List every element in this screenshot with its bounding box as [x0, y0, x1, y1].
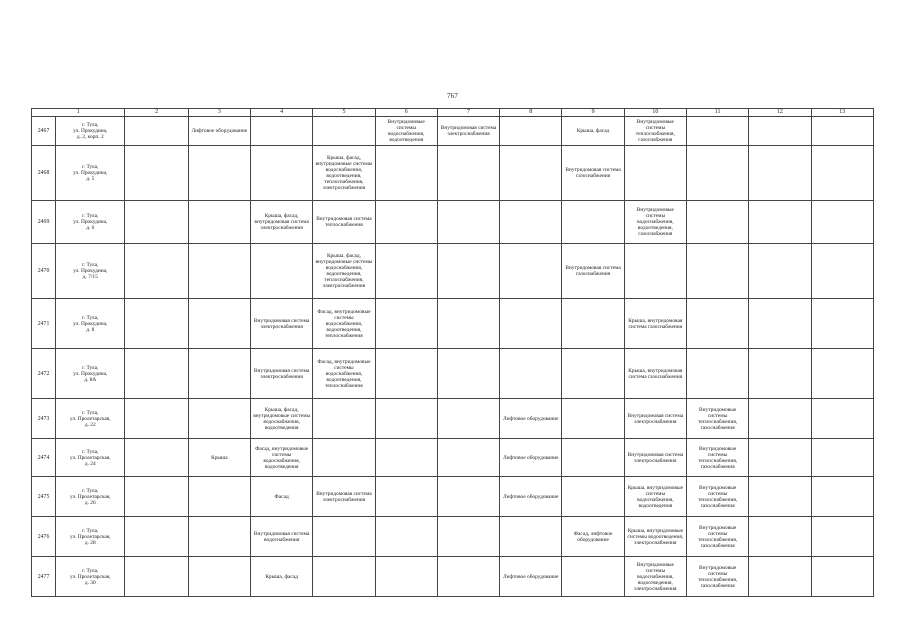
work-cell	[375, 244, 437, 299]
work-cell	[188, 399, 250, 439]
column-number: 12	[749, 109, 811, 117]
work-cell: Лифтовое оборудование	[500, 557, 562, 597]
row-number-cell: 2471	[32, 299, 56, 349]
work-cell: Крыша, внутридомовые системы водоснабжения, водоотведения	[624, 477, 686, 517]
row-number-cell: 2473	[32, 399, 56, 439]
work-cell	[749, 146, 811, 201]
column-number: 10	[624, 109, 686, 117]
work-cell: Лифтовое оборудование	[500, 399, 562, 439]
work-cell	[437, 517, 499, 557]
work-cell: Внутридомовые системы теплоснабжения, газоснабжения	[624, 117, 686, 146]
work-cell	[749, 557, 811, 597]
work-cell	[437, 299, 499, 349]
address-cell: г. Тула, ул. Пролетарская, д. 24	[56, 439, 125, 477]
row-number-cell: 2469	[32, 201, 56, 244]
work-cell: Внутридомовая система электроснабжения	[624, 399, 686, 439]
work-cell: Лифтовое оборудование	[500, 439, 562, 477]
work-cell	[437, 557, 499, 597]
work-cell: Внутридомовые системы теплоснабжения, газоснабжения	[686, 477, 748, 517]
work-cell	[125, 146, 188, 201]
row-number-cell: 2467	[32, 117, 56, 146]
work-cell	[437, 146, 499, 201]
address-cell: г. Тула, ул. Прокудина, д. 6	[56, 201, 125, 244]
work-cell	[500, 117, 562, 146]
work-cell	[313, 439, 375, 477]
work-cell	[188, 244, 250, 299]
work-cell: Внутридомовые системы водоснабжения, водоотведения, электроснабжения	[624, 557, 686, 597]
work-cell	[125, 201, 188, 244]
page-number: 767	[446, 92, 459, 100]
column-number: 13	[811, 109, 873, 117]
work-cell: Внутридомовые системы теплоснабжения, газоснабжения	[686, 557, 748, 597]
work-cell: Лифтовое оборудование	[188, 117, 250, 146]
work-cell	[313, 517, 375, 557]
row-number-cell: 2470	[32, 244, 56, 299]
work-cell: Внутридомовая система теплоснабжения	[313, 201, 375, 244]
column-number: 8	[500, 109, 562, 117]
work-cell	[500, 517, 562, 557]
column-number: 5	[313, 109, 375, 117]
work-cell	[375, 201, 437, 244]
table-row	[32, 349, 874, 399]
column-number: 1	[32, 109, 125, 117]
work-cell	[686, 244, 748, 299]
table-row	[32, 244, 874, 299]
work-cell	[125, 399, 188, 439]
work-cell	[749, 299, 811, 349]
work-cell: Крыша, фасад, внутридомовая система электроснабжения	[251, 201, 313, 244]
work-cell	[375, 299, 437, 349]
work-cell	[624, 146, 686, 201]
work-cell	[188, 146, 250, 201]
work-cell: Крыша, фасад, внутридомовые системы водоснабжения, водоотведения	[251, 399, 313, 439]
work-cell	[251, 146, 313, 201]
work-cell	[188, 557, 250, 597]
address-cell: г. Тула, ул. Пролетарская, д. 30	[56, 557, 125, 597]
work-cell	[562, 557, 624, 597]
work-cell: Крыша	[188, 439, 250, 477]
row-number-cell: 2474	[32, 439, 56, 477]
table-row	[32, 477, 874, 517]
work-cell	[749, 517, 811, 557]
work-cell: Внутридомовая система газоснабжения	[562, 146, 624, 201]
address-cell: г. Тула, ул. Прокудина, д. 7/15	[56, 244, 125, 299]
work-cell	[500, 146, 562, 201]
work-cell	[686, 299, 748, 349]
work-cell	[811, 439, 873, 477]
work-cell: Внутридомовая система электроснабжения	[437, 117, 499, 146]
work-cell	[313, 117, 375, 146]
work-cell	[188, 201, 250, 244]
work-cell	[125, 477, 188, 517]
work-cell: Внутридомовая система электроснабжения	[313, 477, 375, 517]
work-cell	[125, 117, 188, 146]
column-number: 4	[251, 109, 313, 117]
work-cell	[437, 477, 499, 517]
work-cell: Крыша, фасад, внутридомовые системы водоснабжения, водоотведения, теплоснабжения, электроснабжения	[313, 244, 375, 299]
work-cell: Внутридомовые системы теплоснабжения, газоснабжения	[686, 399, 748, 439]
work-cell	[251, 117, 313, 146]
work-cell: Крыша, внутридомовая система газоснабжения	[624, 349, 686, 399]
work-cell	[562, 201, 624, 244]
work-cell	[251, 244, 313, 299]
work-cell	[811, 244, 873, 299]
work-cell	[686, 117, 748, 146]
work-cell: Фасад, внутридомовые системы водоснабжения, водоотведения, теплоснабжения	[313, 349, 375, 399]
work-cell	[375, 439, 437, 477]
work-cell	[375, 349, 437, 399]
work-cell: Фасад, внутридомовые системы водоснабжения, водоотведения	[251, 439, 313, 477]
work-cell	[562, 399, 624, 439]
work-cell	[313, 557, 375, 597]
work-cell	[811, 201, 873, 244]
work-cell	[375, 146, 437, 201]
work-cell	[562, 299, 624, 349]
table-row	[32, 557, 874, 597]
row-number-cell: 2476	[32, 517, 56, 557]
work-cell: Крыша, фасад	[251, 557, 313, 597]
work-cell: Крыша, внутридомовая система газоснабжения	[624, 299, 686, 349]
work-cell: Внутридомовая система электроснабжения	[624, 439, 686, 477]
work-cell	[375, 399, 437, 439]
column-number: 9	[562, 109, 624, 117]
work-cell	[437, 201, 499, 244]
work-cell	[749, 117, 811, 146]
address-cell: г. Тула, ул. Пролетарская, д. 22	[56, 399, 125, 439]
address-cell: г. Тула, ул. Пролетарская, д. 26	[56, 477, 125, 517]
work-cell	[437, 439, 499, 477]
table-row	[32, 201, 874, 244]
work-cell: Внутридомовые системы теплоснабжения, газоснабжения	[686, 439, 748, 477]
work-cell	[375, 477, 437, 517]
work-cell	[188, 349, 250, 399]
table-row	[32, 146, 874, 201]
work-cell	[811, 517, 873, 557]
work-cell	[125, 557, 188, 597]
work-cell	[500, 299, 562, 349]
column-number-row	[32, 109, 874, 117]
address-cell: г. Тула, ул. Пролетарская, д. 28	[56, 517, 125, 557]
table-row	[32, 439, 874, 477]
work-cell	[500, 349, 562, 399]
work-cell	[562, 439, 624, 477]
row-number-cell: 2477	[32, 557, 56, 597]
work-cell	[500, 201, 562, 244]
work-cell	[562, 349, 624, 399]
work-cell	[749, 439, 811, 477]
work-cell	[749, 244, 811, 299]
work-cell: Крыша, внутридомовые системы водоотведения, электроснабжения	[624, 517, 686, 557]
work-cell	[811, 146, 873, 201]
row-number-cell: 2475	[32, 477, 56, 517]
work-cell: Внутридомовая система электроснабжения	[251, 349, 313, 399]
work-cell: Фасад	[251, 477, 313, 517]
work-cell	[811, 557, 873, 597]
work-cell	[811, 349, 873, 399]
work-cell	[125, 244, 188, 299]
row-number-cell: 2472	[32, 349, 56, 399]
work-cell: Лифтовое оборудование	[500, 477, 562, 517]
work-cell: Внутридомовая система электроснабжения	[251, 299, 313, 349]
work-cell	[562, 477, 624, 517]
column-number: 3	[188, 109, 250, 117]
work-cell	[125, 517, 188, 557]
work-cell	[375, 557, 437, 597]
work-cell: Внутридомовые системы водоснабжения, водоотведения, газоснабжения	[624, 201, 686, 244]
work-cell: Крыша, фасад, внутридомовые системы водоснабжения, водоотведения, теплоснабжения, электроснабжения	[313, 146, 375, 201]
work-cell: Фасад, внутридомовые системы водоснабжения, водоотведения, теплоснабжения	[313, 299, 375, 349]
work-cell	[749, 201, 811, 244]
work-cell: Внутридомовая система водоснабжения	[251, 517, 313, 557]
table-body	[32, 117, 874, 597]
work-cell	[624, 244, 686, 299]
address-cell: г. Тула, ул. Прокудина, д. 8А	[56, 349, 125, 399]
work-cell	[500, 244, 562, 299]
work-cell	[125, 349, 188, 399]
address-cell: г. Тула, ул. Прокудина, д. 5	[56, 146, 125, 201]
table-row	[32, 299, 874, 349]
work-cell	[811, 117, 873, 146]
work-cell	[686, 146, 748, 201]
address-cell: г. Тула, ул. Прокудина, д. 8	[56, 299, 125, 349]
work-cell	[188, 517, 250, 557]
table-row	[32, 399, 874, 439]
work-cell	[188, 477, 250, 517]
address-cell: г. Тула, ул. Прокудина, д. 2, корп. 2	[56, 117, 125, 146]
work-cell	[188, 299, 250, 349]
work-cell: Внутридомовые системы водоснабжения, водоотведения	[375, 117, 437, 146]
table-row	[32, 517, 874, 557]
table-row	[32, 117, 874, 146]
column-number: 7	[437, 109, 499, 117]
column-number: 11	[686, 109, 748, 117]
work-cell	[749, 477, 811, 517]
work-cell	[686, 201, 748, 244]
capital-repair-table	[31, 108, 874, 597]
work-cell	[375, 517, 437, 557]
work-cell	[811, 299, 873, 349]
work-cell	[811, 399, 873, 439]
work-cell	[437, 349, 499, 399]
work-cell	[313, 399, 375, 439]
column-number: 2	[125, 109, 188, 117]
work-cell: Внутридомовые системы теплоснабжения, газоснабжения	[686, 517, 748, 557]
work-cell	[437, 244, 499, 299]
work-cell: Крыша, фасад	[562, 117, 624, 146]
work-cell	[125, 299, 188, 349]
work-cell	[437, 399, 499, 439]
work-cell	[811, 477, 873, 517]
row-number-cell: 2468	[32, 146, 56, 201]
work-cell: Внутридомовая система газоснабжения	[562, 244, 624, 299]
column-number: 6	[375, 109, 437, 117]
work-cell: Фасад, лифтовое оборудование	[562, 517, 624, 557]
work-cell	[749, 349, 811, 399]
work-cell	[749, 399, 811, 439]
work-cell	[686, 349, 748, 399]
work-cell	[125, 439, 188, 477]
